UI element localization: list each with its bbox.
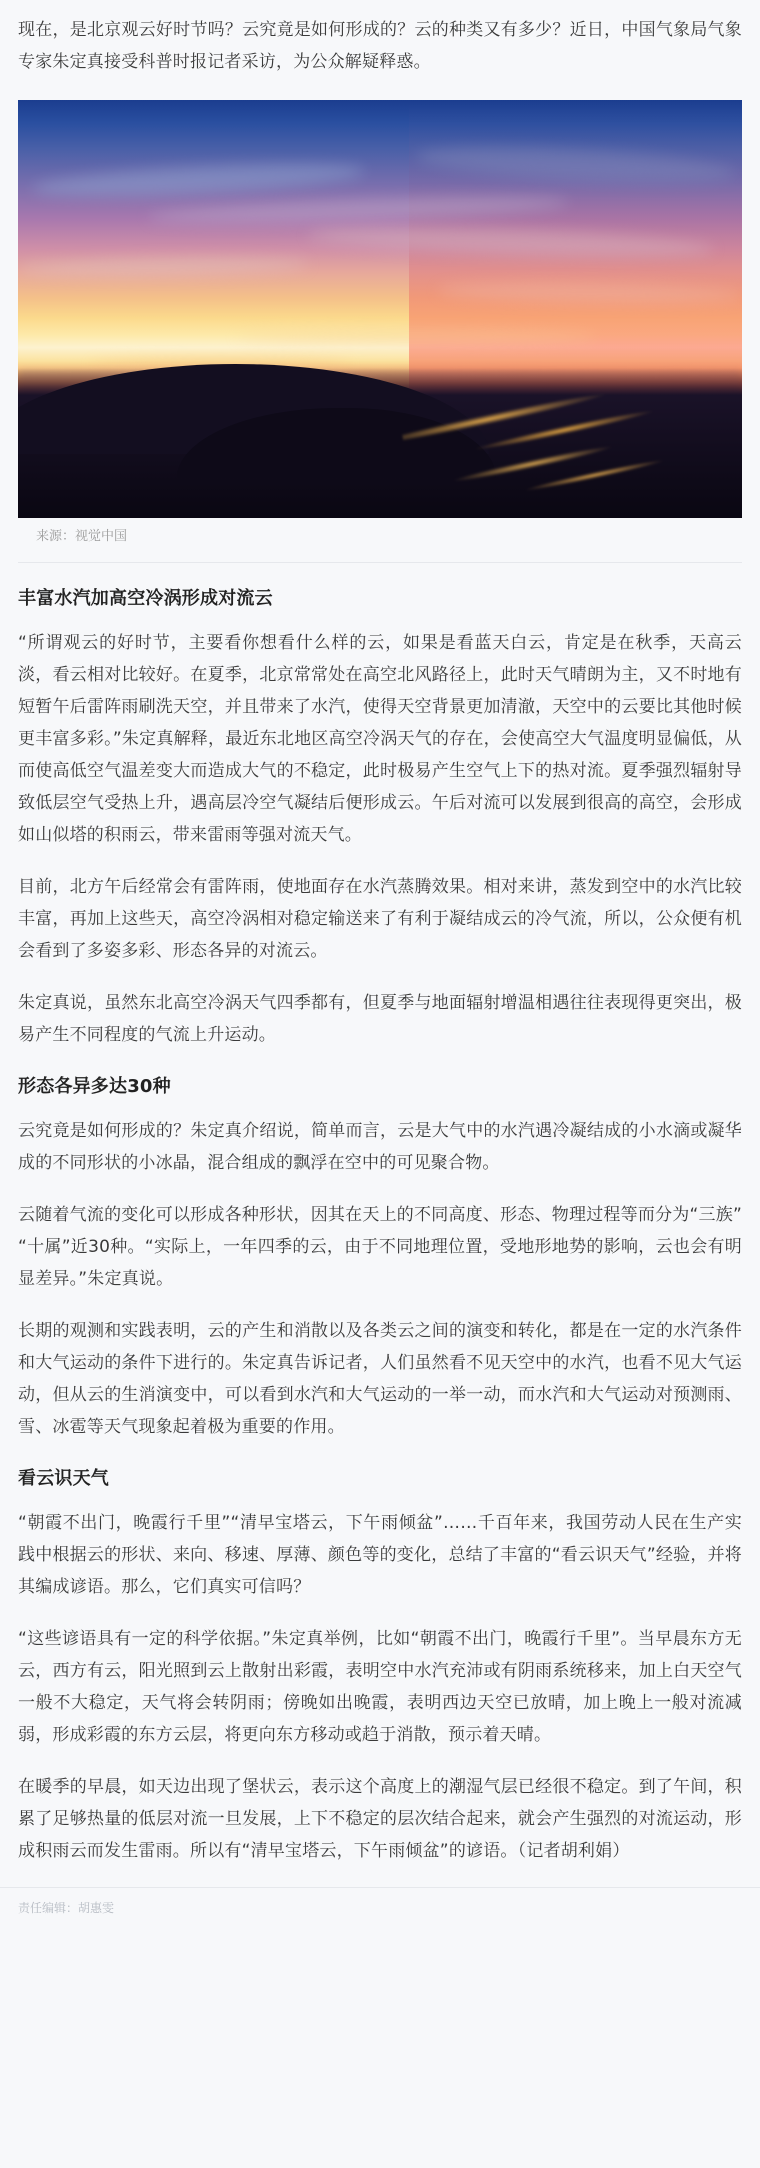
- article-figure: [18, 100, 742, 548]
- content-divider: [18, 562, 742, 563]
- figure-caption: 来源：视觉中国: [36, 529, 128, 544]
- paragraph: 云究竟是如何形成的？朱定真介绍说，简单而言，云是大气中的水汽遇冷凝结成的小水滴或凝华成的不同形状的小冰晶，混合组成的飘浮在空中的可见聚合物。: [18, 1121, 742, 1173]
- paragraph: 在暖季的早晨，如天边出现了堡状云，表示这个高度上的潮湿气层已经很不稳定。到了午间，积累了足够热量的低层对流一旦发展，上下不稳定的层次结合起来，就会产生强烈的对流运动，形成积雨云而发生雷雨。所以有“清早宝塔云，下午雨倾盆”的谚语。（记者胡利娟）: [18, 1777, 742, 1861]
- article-intro: [0, 0, 760, 94]
- section-body-3: [0, 1507, 760, 1867]
- section-body-1: [0, 627, 760, 1051]
- intro-paragraph: 现在，是北京观云好时节吗？云究竟是如何形成的？云的种类又有多少？近日，中国气象局气象专家朱定真接受科普时报记者采访，为公众解疑释惑。: [18, 20, 742, 72]
- paragraph: 云随着气流的变化可以形成各种形状，因其在天上的不同高度、形态、物理过程等而分为“三族”“十属”近30种。“实际上，一年四季的云，由于不同地理位置，受地形地势的影响，云也会有明显差异。”朱定真说。: [18, 1205, 742, 1289]
- cloud-streak: [235, 330, 597, 344]
- paragraph: 目前，北方午后经常会有雷阵雨，使地面存在水汽蒸腾效果。相对来讲，蒸发到空中的水汽比较丰富，再加上这些天，高空冷涡相对稳定输送来了有利于凝结成云的冷气流，所以，公众便有机会看到了多姿多彩、形态各异的对流云。: [18, 877, 742, 961]
- section-heading-1: 丰富水汽加高空冷涡形成对流云: [18, 588, 273, 609]
- paragraph: “朝霞不出门，晚霞行千里”“清早宝塔云，下午雨倾盆”……千百年来，我国劳动人民在生产实践中根据云的形状、来向、移速、厚薄、颜色等的变化，总结了丰富的“看云识天气”经验，并将其编成谚语。那么，它们真实可信吗？: [18, 1513, 742, 1597]
- sunset-cityscape-photo: [18, 100, 742, 518]
- section-heading-3: 看云识天气: [18, 1468, 109, 1489]
- paragraph: 朱定真说，虽然东北高空冷涡天气四季都有，但夏季与地面辐射增温相遇往往表现得更突出，极易产生不同程度的气流上升运动。: [18, 993, 742, 1045]
- paragraph: “所谓观云的好时节，主要看你想看什么样的云，如果是看蓝天白云，肯定是在秋季，天高云淡，看云相对比较好。在夏季，北京常常处在高空北风路径上，此时天气晴朗为主，又不时地有短暂午后雷阵雨刷洗天空，并且带来了水汽，使得天空背景更加清澈，天空中的云要比其他时候更丰富多彩。”朱定真解释，最近东北地区高空冷涡天气的存在，会使高空大气温度明显偏低，从而使高低空气温差变大而造成大气的不稳定，此时极易产生空气上下的热对流。夏季强烈辐射导致低层空气受热上升，遇高层冷空气凝结后便形成云。午后对流可以发展到很高的高空，会形成如山似塔的积雨云，带来雷雨等强对流天气。: [18, 633, 742, 845]
- section-heading-2: 形态各异多达30种: [18, 1076, 171, 1097]
- article-footer: [0, 1887, 760, 1936]
- section-body-2: [0, 1115, 760, 1443]
- editor-credit: 责任编辑：胡惠雯: [18, 1901, 115, 1915]
- paragraph: “这些谚语具有一定的科学依据。”朱定真举例，比如“朝霞不出门，晚霞行千里”。当早晨东方无云，西方有云，阳光照到云上散射出彩霞，表明空中水汽充沛或有阴雨系统移来，加上白天空气一般不大稳定，天气将会转阴雨；傍晚如出晚霞，表明西边天空已放晴，加上晚上一般对流减弱，形成彩霞的东方云层，将更向东方移动或趋于消散，预示着天晴。: [18, 1629, 742, 1745]
- paragraph: 长期的观测和实践表明，云的产生和消散以及各类云之间的演变和转化，都是在一定的水汽条件和大气运动的条件下进行的。朱定真告诉记者，人们虽然看不见天空中的水汽，也看不见大气运动，但从云的生消演变中，可以看到水汽和大气运动的一举一动，而水汽和大气运动对预测雨、雪、冰雹等天气现象起着极为重要的作用。: [18, 1321, 742, 1437]
